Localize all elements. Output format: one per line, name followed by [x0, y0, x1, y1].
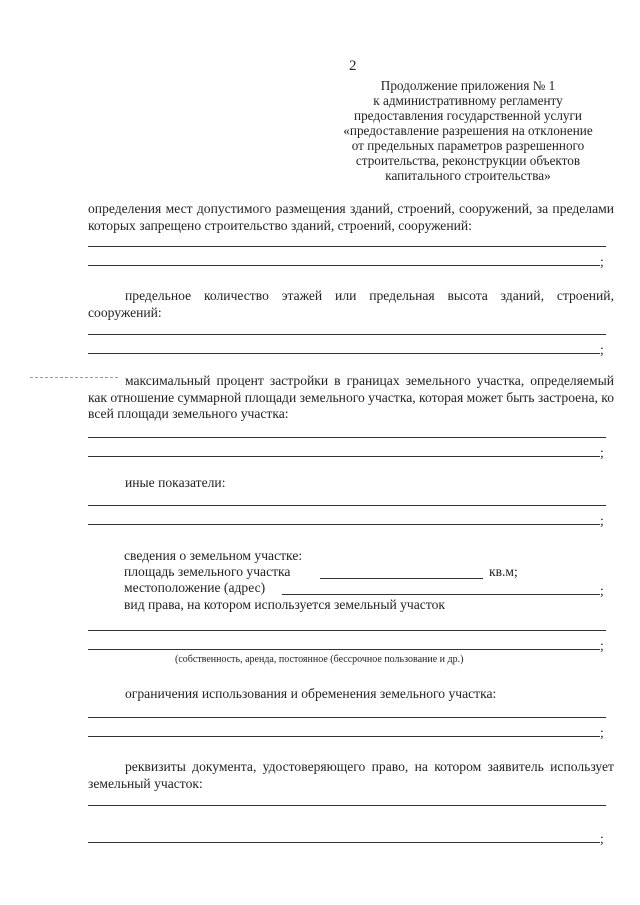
area-unit: кв.м;	[489, 564, 518, 579]
location-label: местоположение (адрес)	[124, 580, 266, 595]
area-field[interactable]	[320, 578, 483, 579]
area-label: площадь земельного участка	[124, 564, 291, 579]
semicolon: ;	[600, 583, 604, 598]
semicolon: ;	[600, 254, 604, 269]
header-line: строительства, реконструкции объектов	[355, 153, 581, 168]
plot-info-heading: сведения о земельном участке:	[124, 548, 303, 563]
header-line: к административному регламенту	[373, 93, 563, 108]
page-number: 2	[349, 58, 357, 74]
semicolon: ;	[600, 831, 604, 846]
right-type-hint: (собственность, аренда, постоянное (бессрочное пользование и др.)	[175, 654, 464, 665]
floors-fill-line-1[interactable]	[88, 334, 606, 335]
other-indicators-text: иные показатели:	[125, 475, 226, 490]
floors-fill-line-2[interactable]	[88, 353, 600, 354]
semicolon: ;	[600, 513, 604, 528]
other-fill-line-2[interactable]	[88, 524, 600, 525]
header-line: от предельных параметров разрешенного	[351, 138, 585, 153]
header-line: предоставления государственной услуги	[354, 108, 582, 123]
restrictions-fill-line-2[interactable]	[88, 736, 600, 737]
coverage-fill-line-2[interactable]	[88, 456, 600, 457]
floors-text: предельное количество этажей или предельная высота зданий, строений, сооружений:	[88, 288, 614, 320]
right-type-label: вид права, на котором используется земельный участок	[124, 597, 445, 612]
restrictions-fill-line-1[interactable]	[88, 717, 606, 718]
placement-fill-line-1[interactable]	[88, 246, 606, 247]
header-line: капитального строительства»	[385, 168, 551, 183]
restrictions-text: ограничения использования и обременения земельного участка:	[125, 686, 497, 701]
semicolon: ;	[600, 725, 604, 740]
coverage-fill-line-1[interactable]	[88, 437, 606, 438]
semicolon: ;	[600, 445, 604, 460]
semicolon: ;	[600, 342, 604, 357]
coverage-text: максимальный процент застройки в границах земельного участка, определяемый как отношение суммарной площади земельного участка, которая может быть застроена, ко всей площади земельного участка:	[88, 373, 615, 421]
document-fill-line-1[interactable]	[88, 805, 606, 806]
right-fill-line-1[interactable]	[88, 630, 606, 631]
document-fill-line-2[interactable]	[88, 842, 600, 843]
header-line: «предоставление разрешения на отклонение	[343, 123, 593, 138]
other-fill-line-1[interactable]	[88, 505, 606, 506]
document-text: реквизиты документа, удостоверяющего право, на котором заявитель использует земельный участок:	[88, 759, 614, 791]
appendix-header	[318, 78, 618, 183]
semicolon: ;	[600, 638, 604, 653]
placement-text: определения мест допустимого размещения зданий, строений, сооружений, за пределами которых запрещено строительство зданий, строений, сооружений:	[88, 201, 614, 233]
placement-fill-line-2[interactable]	[88, 265, 600, 266]
header-line: Продолжение приложения № 1	[380, 78, 556, 93]
right-fill-line-2[interactable]	[88, 649, 600, 650]
location-field[interactable]	[282, 594, 600, 595]
